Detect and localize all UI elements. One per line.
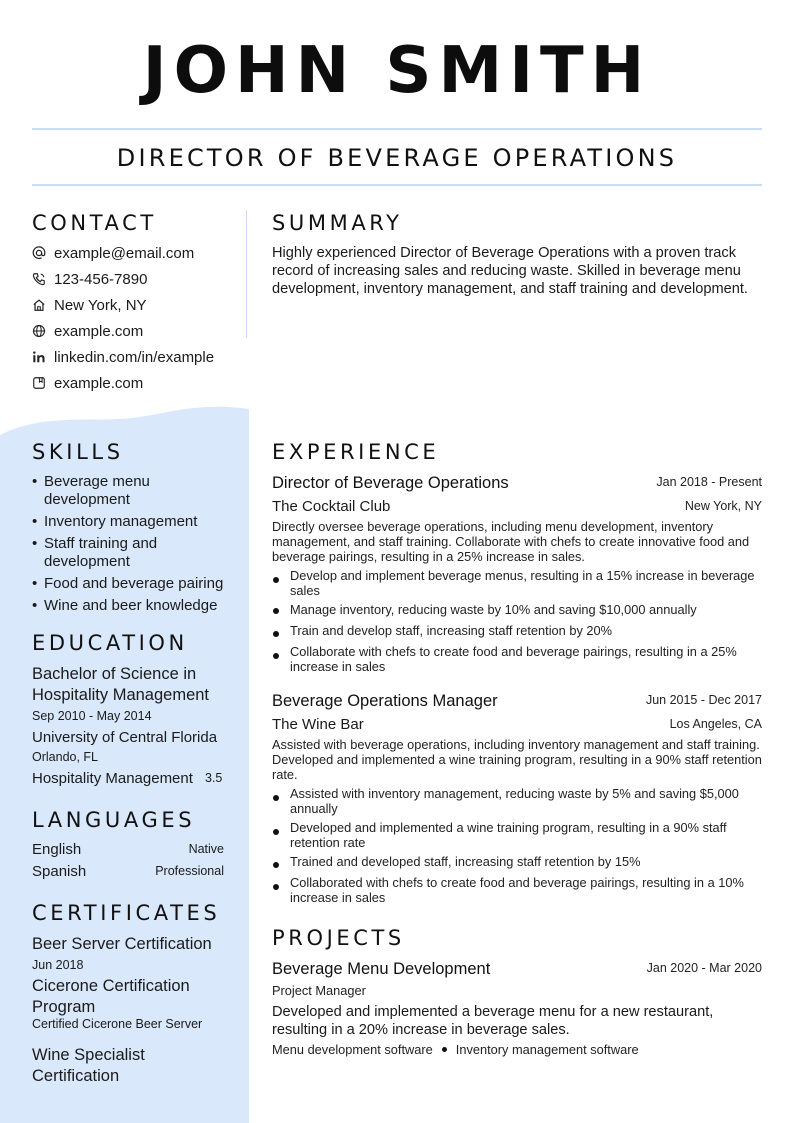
bullet-dot [273,608,279,614]
skills-heading: SKILLS [32,440,124,464]
contact-heading: CONTACT [32,211,157,235]
job-bullet: Develop and implement beverage menus, resulting in a 15% increase in beverage sales [290,568,755,598]
skill-item: • Beverage menu development [32,473,232,509]
certificate-detail: Jun 2018 [32,958,84,972]
contact-linkedin[interactable] [32,347,214,367]
job-role: Director of Beverage Operations [272,474,509,492]
contact-portfolio[interactable] [32,373,143,393]
tool-separator [442,1047,447,1052]
skill-item: • Wine and beer knowledge [32,597,232,615]
job-role: Beverage Operations Manager [272,692,498,710]
certificate-name: Beer Server Certification [32,935,212,953]
contact-location-text: New York, NY [54,296,147,314]
bullet-dot [273,577,279,583]
education-dates: Sep 2010 - May 2014 [32,709,152,723]
summary-text: Highly experienced Director of Beverage Operations with a proven track record of increasing sales and reducing waste. Skilled in beverage menu development, inventory management, and staff training and development. [272,245,748,297]
contact-location [32,295,147,315]
education-degree: Bachelor of Science in Hospitality Management [32,665,210,704]
contact-portfolio-text: example.com [54,374,144,392]
certificate-name: Wine Specialist Certification [32,1046,145,1085]
linkedin-icon [32,350,46,364]
skill-item: • Inventory management [32,513,232,531]
languages-heading: LANGUAGES [32,808,196,832]
contact-email-text: example@email.com [54,244,195,262]
language-name: Spanish [32,863,87,880]
job-bullet: Collaborated with chefs to create food and beverage pairings, resulting in a 10% increase in sales [290,875,744,905]
project-tool: Menu development software [272,1042,433,1057]
job-bullet: Collaborate with chefs to create food and beverage pairings, resulting in a 25% increase in sales [290,644,737,674]
experience-heading: EXPERIENCE [272,440,440,464]
header-rule-top [32,128,762,130]
portfolio-icon [32,376,46,390]
job-dates: Jan 2018 - Present [656,475,762,489]
candidate-name: JOHN SMITH [142,34,652,108]
certificates-heading: CERTIFICATES [32,901,221,925]
skill-item: • Food and beverage pairing [32,575,232,593]
job-bullet: Developed and implemented a wine training program, resulting in a 90% staff retention rate [290,820,727,850]
education-field: Hospitality Management [32,770,193,787]
contact-website-text: example.com [54,322,144,340]
certificate-detail: Certified Cicerone Beer Server [32,1017,203,1031]
education-gpa: 3.5 [205,771,223,785]
education-heading: EDUCATION [32,631,188,655]
bullet-dot [273,631,279,637]
job-bullet: Manage inventory, reducing waste by 10% and saving $10,000 annually [290,602,697,617]
project-tool: Inventory management software [455,1042,639,1057]
contact-website[interactable] [32,321,143,341]
skill-item: • Staff training and development [32,535,232,571]
certificate-name: Cicerone Certification Program [32,977,190,1016]
bullet-dot [273,795,279,801]
language-name: English [32,841,82,858]
contact-email[interactable] [32,243,194,263]
job-bullet: Trained and developed staff, increasing staff retention by 15% [290,854,641,869]
summary-heading: SUMMARY [272,211,403,235]
project-tools [272,1042,762,1057]
project-name: Beverage Menu Development [272,960,491,978]
job-company: The Cocktail Club [272,498,391,515]
project-role: Project Manager [272,983,366,998]
job-company: The Wine Bar [272,716,364,733]
column-divider [246,210,247,338]
project-description: Developed and implemented a beverage menu for a new restaurant, resulting in a 20% increase in beverage sales. [272,1004,714,1038]
home-icon [32,298,46,312]
job-dates: Jun 2015 - Dec 2017 [645,693,762,707]
language-level: Professional [155,864,224,878]
contact-phone[interactable] [32,269,147,289]
job-location: Los Angeles, CA [669,717,762,731]
bullet-dot [273,862,279,868]
bullet-dot [273,884,279,890]
job-description: Assisted with beverage operations, including inventory management and staff training. Developed and implemented a wine training program, resulting in a 90% staff retention rate. [272,737,762,782]
contact-phone-text: 123-456-7890 [54,270,148,288]
globe-icon [32,324,46,338]
project-dates: Jan 2020 - Mar 2020 [646,961,762,975]
job-bullet: Assisted with inventory management, reducing waste by 5% and saving $5,000 annually [290,786,739,816]
job-bullet: Train and develop staff, increasing staff retention by 20% [290,623,613,638]
phone-icon [32,272,46,286]
bullet-dot [273,653,279,659]
education-school: University of Central Florida [32,729,218,746]
job-description: Directly oversee beverage operations, including menu development, inventory management, and staff training. Collaborate with chefs to create innovative food and beverage pairings, resulting in a 25% increase in sales. [272,519,750,564]
job-title: DIRECTOR OF BEVERAGE OPERATIONS [116,144,678,172]
header-rule-bottom [32,184,762,186]
at-icon [32,246,46,260]
bullet-dot [273,829,279,835]
projects-heading: PROJECTS [272,926,405,950]
job-location: New York, NY [684,499,762,513]
language-level: Native [188,842,224,856]
education-location: Orlando, FL [32,750,99,764]
contact-linkedin-text: linkedin.com/in/example [54,348,215,366]
